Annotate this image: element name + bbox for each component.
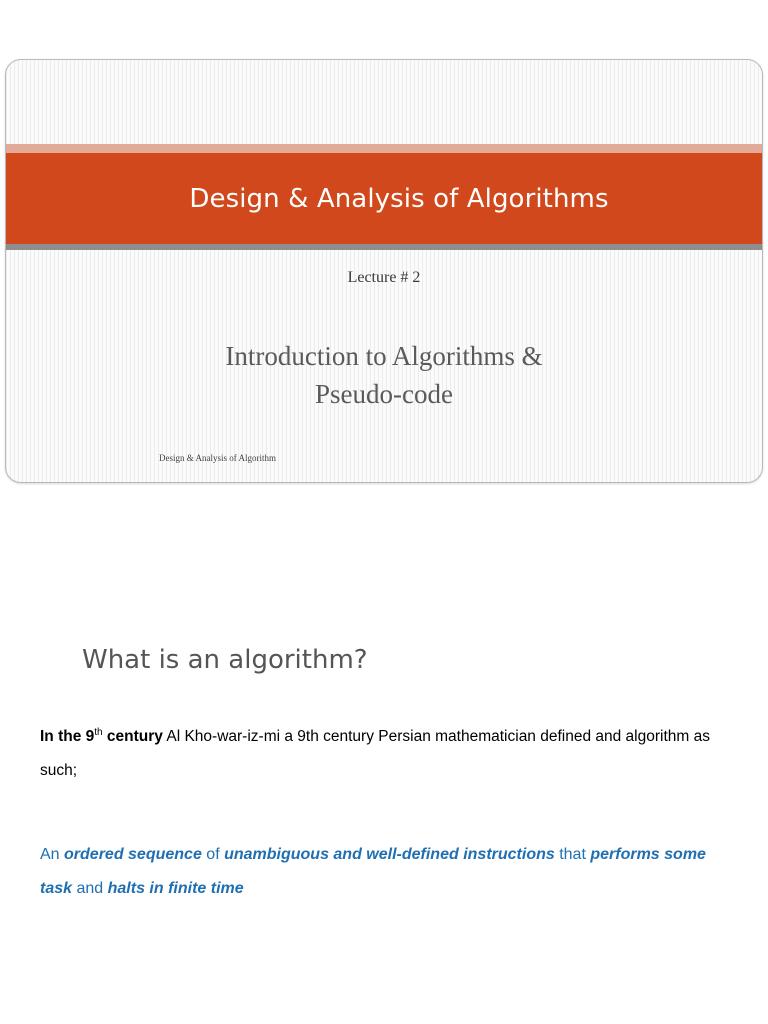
ordinal-sup: th xyxy=(94,726,103,738)
def-emph-instructions: unambiguous and well-defined instructions xyxy=(224,846,555,863)
def-emph-ordered-sequence: ordered sequence xyxy=(64,846,202,863)
lead-bold-1: In the 9 xyxy=(40,728,95,745)
title-band xyxy=(6,153,762,244)
def-text-4: and xyxy=(72,880,108,897)
def-emph-halts: halts in finite time xyxy=(107,880,244,897)
def-text-3: that xyxy=(554,846,591,863)
subtitle-line-2: Pseudo-code xyxy=(315,379,453,409)
title-slide xyxy=(5,59,763,483)
definition-paragraph xyxy=(40,838,740,906)
def-text-1: An xyxy=(40,846,65,863)
accent-band-light xyxy=(6,144,762,153)
section-heading: What is an algorithm? xyxy=(82,645,368,675)
lead-bold-2: century xyxy=(102,728,163,745)
slide-footer: Design & Analysis of Algorithm xyxy=(159,453,276,463)
slide-title: Design & Analysis of Algorithms xyxy=(189,183,609,214)
subtitle-line-1: Introduction to Algorithms & xyxy=(225,341,543,371)
def-emph-performs-task: performs some task xyxy=(40,846,706,897)
history-paragraph xyxy=(40,720,740,788)
def-text-2: of xyxy=(201,846,225,863)
lecture-number: Lecture # 2 xyxy=(347,269,421,286)
accent-band-gray xyxy=(6,244,762,250)
history-text: Al Kho-war-iz-mi a 9th century Persian mathematician defined and algorithm as such; xyxy=(40,728,710,779)
slide-subtitle xyxy=(6,337,762,413)
